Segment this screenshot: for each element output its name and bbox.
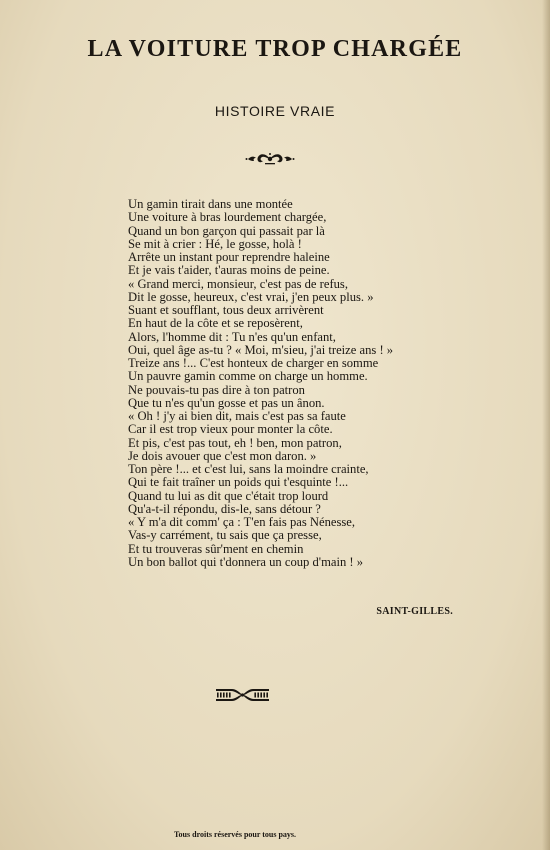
poem-line: Oui, quel âge as-tu ? « Moi, m'sieu, j'ai treize ans ! » [128,342,394,357]
page-title: LA VOITURE TROP CHARGÉE [87,36,463,62]
poem-line: Vas-y carrément, tu sais que ça presse, [128,528,322,543]
poem-line: Quand un bon garçon qui passait par là [128,223,325,238]
ornament-top-icon [245,152,295,166]
poem-line: Un pauvre gamin comme on charge un homme. [128,369,368,384]
poem-line: Et pis, c'est pas tout, eh ! ben, mon patron, [128,435,342,450]
poem-line: Dit le gosse, heureux, c'est vrai, j'en peux plus. » [128,289,374,304]
ornament-bottom-icon [214,686,271,704]
poem-line: Ton père !... et c'est lui, sans la moindre crainte, [128,462,369,476]
poem-line: En haut de la côte et se reposèrent, [128,316,303,331]
poem-line: Treize ans !... C'est honteux de charger en somme [128,356,379,370]
poem-line: « Y m'a dit comm' ça : T'en fais pas Nénesse, [128,515,356,529]
poem-line: Et tu trouveras sûr'ment en chemin [128,541,304,556]
poem-line: Un bon ballot qui t'donnera un coup d'main ! » [128,554,364,569]
poem-line: Quand tu lui as dit que c'était trop lourd [128,488,329,503]
poem-text [128,198,428,569]
poem-line: Alors, l'homme dit : Tu n'es qu'un enfant, [128,329,336,344]
poem-line: Qui te fait traîner un poids qui t'esquinte !... [128,475,349,490]
page-subtitle: HISTOIRE VRAIE [214,103,336,119]
poem-line: Et je vais t'aider, t'auras moins de peine. [128,263,330,278]
poem-line: Que tu n'es qu'un gosse et pas un ânon. [128,395,325,410]
poem-line: Qu'a-t-il répondu, dis-le, sans détour ? [128,501,321,516]
poem-line: Suant et soufflant, tous deux arrivèrent [128,303,324,317]
poem-line: « Oh ! j'y ai bien dit, mais c'est pas sa faute [128,409,346,423]
copyright-footer: Tous droits réservés pour tous pays. [173,830,297,839]
poem-line: Se mit à crier : Hé, le gosse, holà ! [128,236,302,251]
poem-line: Arrête un instant pour reprendre haleine [128,250,330,264]
poem-line: Car il est trop vieux pour monter la côte. [128,422,333,437]
poem-line: Je dois avouer que c'est mon daron. » [128,448,317,463]
poem-line: Un gamin tirait dans une montée [128,197,293,211]
poem-line: « Grand merci, monsieur, c'est pas de refus, [128,276,348,291]
poem-line: Une voiture à bras lourdement chargée, [128,210,327,225]
poem-line: Ne pouvais-tu pas dire à ton patron [128,382,305,397]
author-signature: SAINT-GILLES. [376,606,453,617]
